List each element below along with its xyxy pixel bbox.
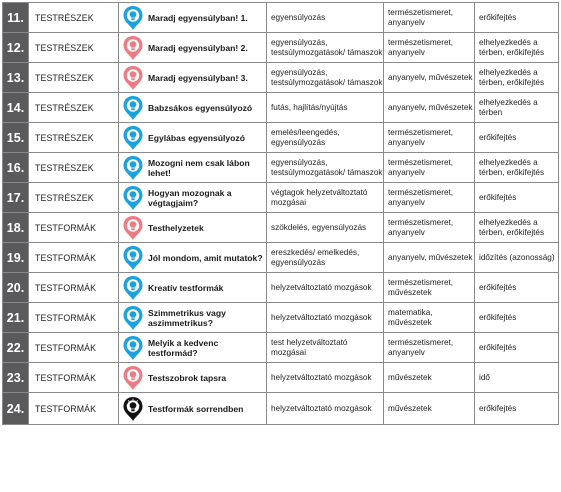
row-number: 21. (3, 303, 29, 333)
row-number: 14. (3, 93, 29, 123)
subject-cell: természetismeret, anyanyelv (384, 333, 475, 363)
activity-title-cell (119, 33, 267, 63)
activity-table (2, 2, 559, 425)
movement-ability-cell: szökdelés, egyensúlyozás (267, 213, 384, 243)
topic-cell: TESTRÉSZEK (29, 3, 119, 33)
movement-ability-cell: helyzetváltoztató mozgások (267, 303, 384, 333)
subject-cell: természetismeret, anyanyelv (384, 123, 475, 153)
row-number: 23. (3, 363, 29, 393)
topic-cell: TESTRÉSZEK (29, 123, 119, 153)
pin-blue-icon (122, 125, 144, 151)
subject-cell: természetismeret, anyanyelv (384, 213, 475, 243)
topic-cell: TESTRÉSZEK (29, 183, 119, 213)
pin-pink-icon (122, 365, 144, 391)
topic-cell: TESTRÉSZEK (29, 153, 119, 183)
topic-cell: TESTFORMÁK (29, 333, 119, 363)
activity-title: Szimmetrikus vagy aszimmetrikus? (148, 307, 226, 328)
skill-cell: erőkifejtés (475, 123, 559, 153)
pin-blue-icon (122, 5, 144, 31)
topic-cell: TESTFORMÁK (29, 393, 119, 425)
table-row (3, 183, 559, 213)
skill-cell: erőkifejtés (475, 273, 559, 303)
table-row (3, 123, 559, 153)
movement-ability-cell: végtagok helyzetváltoztató mozgásai (267, 183, 384, 213)
table-row (3, 153, 559, 183)
activity-title-cell (119, 273, 267, 303)
movement-ability-cell: helyzetváltoztató mozgások (267, 363, 384, 393)
row-number: 19. (3, 243, 29, 273)
activity-title: Egylábas egyensúlyozó (148, 132, 245, 143)
movement-ability-cell: emelés/leengedés, egyensúlyozás (267, 123, 384, 153)
topic-cell: TESTFORMÁK (29, 273, 119, 303)
activity-title: Hogyan mozognak a végtagjaim? (148, 187, 232, 208)
activity-title-cell (119, 363, 267, 393)
activity-title-cell (119, 303, 267, 333)
subject-cell: természetismeret, anyanyelv (384, 153, 475, 183)
pin-pink-icon (122, 35, 144, 61)
activity-title: Jól mondom, amit mutatok? (148, 252, 263, 263)
pin-black-icon (122, 396, 144, 422)
activity-title: Maradj egyensúlyban! 2. (148, 42, 248, 53)
topic-cell: TESTFORMÁK (29, 303, 119, 333)
pin-blue-icon (122, 245, 144, 271)
row-number: 20. (3, 273, 29, 303)
topic-cell: TESTFORMÁK (29, 213, 119, 243)
topic-cell: TESTFORMÁK (29, 363, 119, 393)
skill-cell: elhelyezkedés a térben, erőkifejtés (475, 213, 559, 243)
row-number: 24. (3, 393, 29, 425)
row-number: 11. (3, 3, 29, 33)
subject-cell: művészetek (384, 393, 475, 425)
subject-cell: természetismeret, művészetek (384, 273, 475, 303)
table-row (3, 333, 559, 363)
row-number: 12. (3, 33, 29, 63)
pin-blue-icon (122, 335, 144, 361)
row-number: 18. (3, 213, 29, 243)
skill-cell: erőkifejtés (475, 393, 559, 425)
activity-title: Maradj egyensúlyban! 3. (148, 72, 248, 83)
activity-title-cell (119, 393, 267, 425)
subject-cell: matematika, művészetek (384, 303, 475, 333)
movement-ability-cell: egyensúlyozás, testsúlymozgatások/ támaszok (267, 153, 384, 183)
movement-ability-cell: ereszkedés/ emelkedés, egyensúlyozás (267, 243, 384, 273)
skill-cell: erőkifejtés (475, 3, 559, 33)
activity-title: Melyik a kedvenc testformád? (148, 337, 219, 358)
row-number: 17. (3, 183, 29, 213)
table-row (3, 213, 559, 243)
subject-cell: természetismeret, anyanyelv (384, 3, 475, 33)
activity-title: Mozogni nem csak lábon lehet! (148, 157, 250, 178)
subject-cell: anyanyelv, művészetek (384, 93, 475, 123)
table-row (3, 33, 559, 63)
skill-cell: elhelyezkedés a térben, erőkifejtés (475, 33, 559, 63)
pin-blue-icon (122, 155, 144, 181)
activity-title-cell (119, 63, 267, 93)
activity-title: Testhelyzetek (148, 222, 204, 233)
activity-title-cell (119, 153, 267, 183)
pin-blue-icon (122, 275, 144, 301)
activity-title-cell (119, 213, 267, 243)
table-row (3, 363, 559, 393)
skill-cell: elhelyezkedés a térben, erőkifejtés (475, 153, 559, 183)
activity-title-cell (119, 183, 267, 213)
activity-title: Maradj egyensúlyban! 1. (148, 12, 248, 23)
movement-ability-cell: test helyzetváltoztató mozgásai (267, 333, 384, 363)
movement-ability-cell: egyensúlyozás (267, 3, 384, 33)
pin-blue-icon (122, 95, 144, 121)
table-row (3, 303, 559, 333)
activity-title-cell (119, 3, 267, 33)
pin-pink-icon (122, 65, 144, 91)
row-number: 15. (3, 123, 29, 153)
pin-blue-icon (122, 185, 144, 211)
movement-ability-cell: egyensúlyozás, testsúlymozgatások/ támaszok (267, 63, 384, 93)
table-row (3, 393, 559, 425)
skill-cell: elhelyezkedés a térben, erőkifejtés (475, 63, 559, 93)
table-row (3, 93, 559, 123)
topic-cell: TESTFORMÁK (29, 243, 119, 273)
skill-cell: erőkifejtés (475, 333, 559, 363)
activity-title-cell (119, 123, 267, 153)
topic-cell: TESTRÉSZEK (29, 93, 119, 123)
pin-blue-icon (122, 305, 144, 331)
activity-title: Testszobrok tapsra (148, 372, 227, 383)
movement-ability-cell: egyensúlyozás, testsúlymozgatások/ támaszok (267, 33, 384, 63)
activity-title: Kreatív testformák (148, 282, 224, 293)
table-row (3, 3, 559, 33)
subject-cell: művészetek (384, 363, 475, 393)
skill-cell: időzítés (azonosság) (475, 243, 559, 273)
row-number: 13. (3, 63, 29, 93)
subject-cell: természetismeret, anyanyelv (384, 183, 475, 213)
row-number: 16. (3, 153, 29, 183)
topic-cell: TESTRÉSZEK (29, 63, 119, 93)
table-row (3, 243, 559, 273)
pin-pink-icon (122, 215, 144, 241)
activity-title: Testformák sorrendben (148, 403, 244, 414)
table-row (3, 63, 559, 93)
subject-cell: anyanyelv, művészetek (384, 243, 475, 273)
skill-cell: elhelyezkedés a térben (475, 93, 559, 123)
skill-cell: idő (475, 363, 559, 393)
subject-cell: anyanyelv, művészetek (384, 63, 475, 93)
topic-cell: TESTRÉSZEK (29, 33, 119, 63)
row-number: 22. (3, 333, 29, 363)
movement-ability-cell: futás, hajlítás/nyújtás (267, 93, 384, 123)
skill-cell: erőkifejtés (475, 183, 559, 213)
skill-cell: erőkifejtés (475, 303, 559, 333)
table-row (3, 273, 559, 303)
activity-title-cell (119, 93, 267, 123)
activity-title-cell (119, 243, 267, 273)
movement-ability-cell: helyzetváltoztató mozgások (267, 273, 384, 303)
activity-title-cell (119, 333, 267, 363)
movement-ability-cell: helyzetváltoztató mozgások (267, 393, 384, 425)
subject-cell: természetismeret, anyanyelv (384, 33, 475, 63)
activity-title: Babzsákos egyensúlyozó (148, 102, 253, 113)
